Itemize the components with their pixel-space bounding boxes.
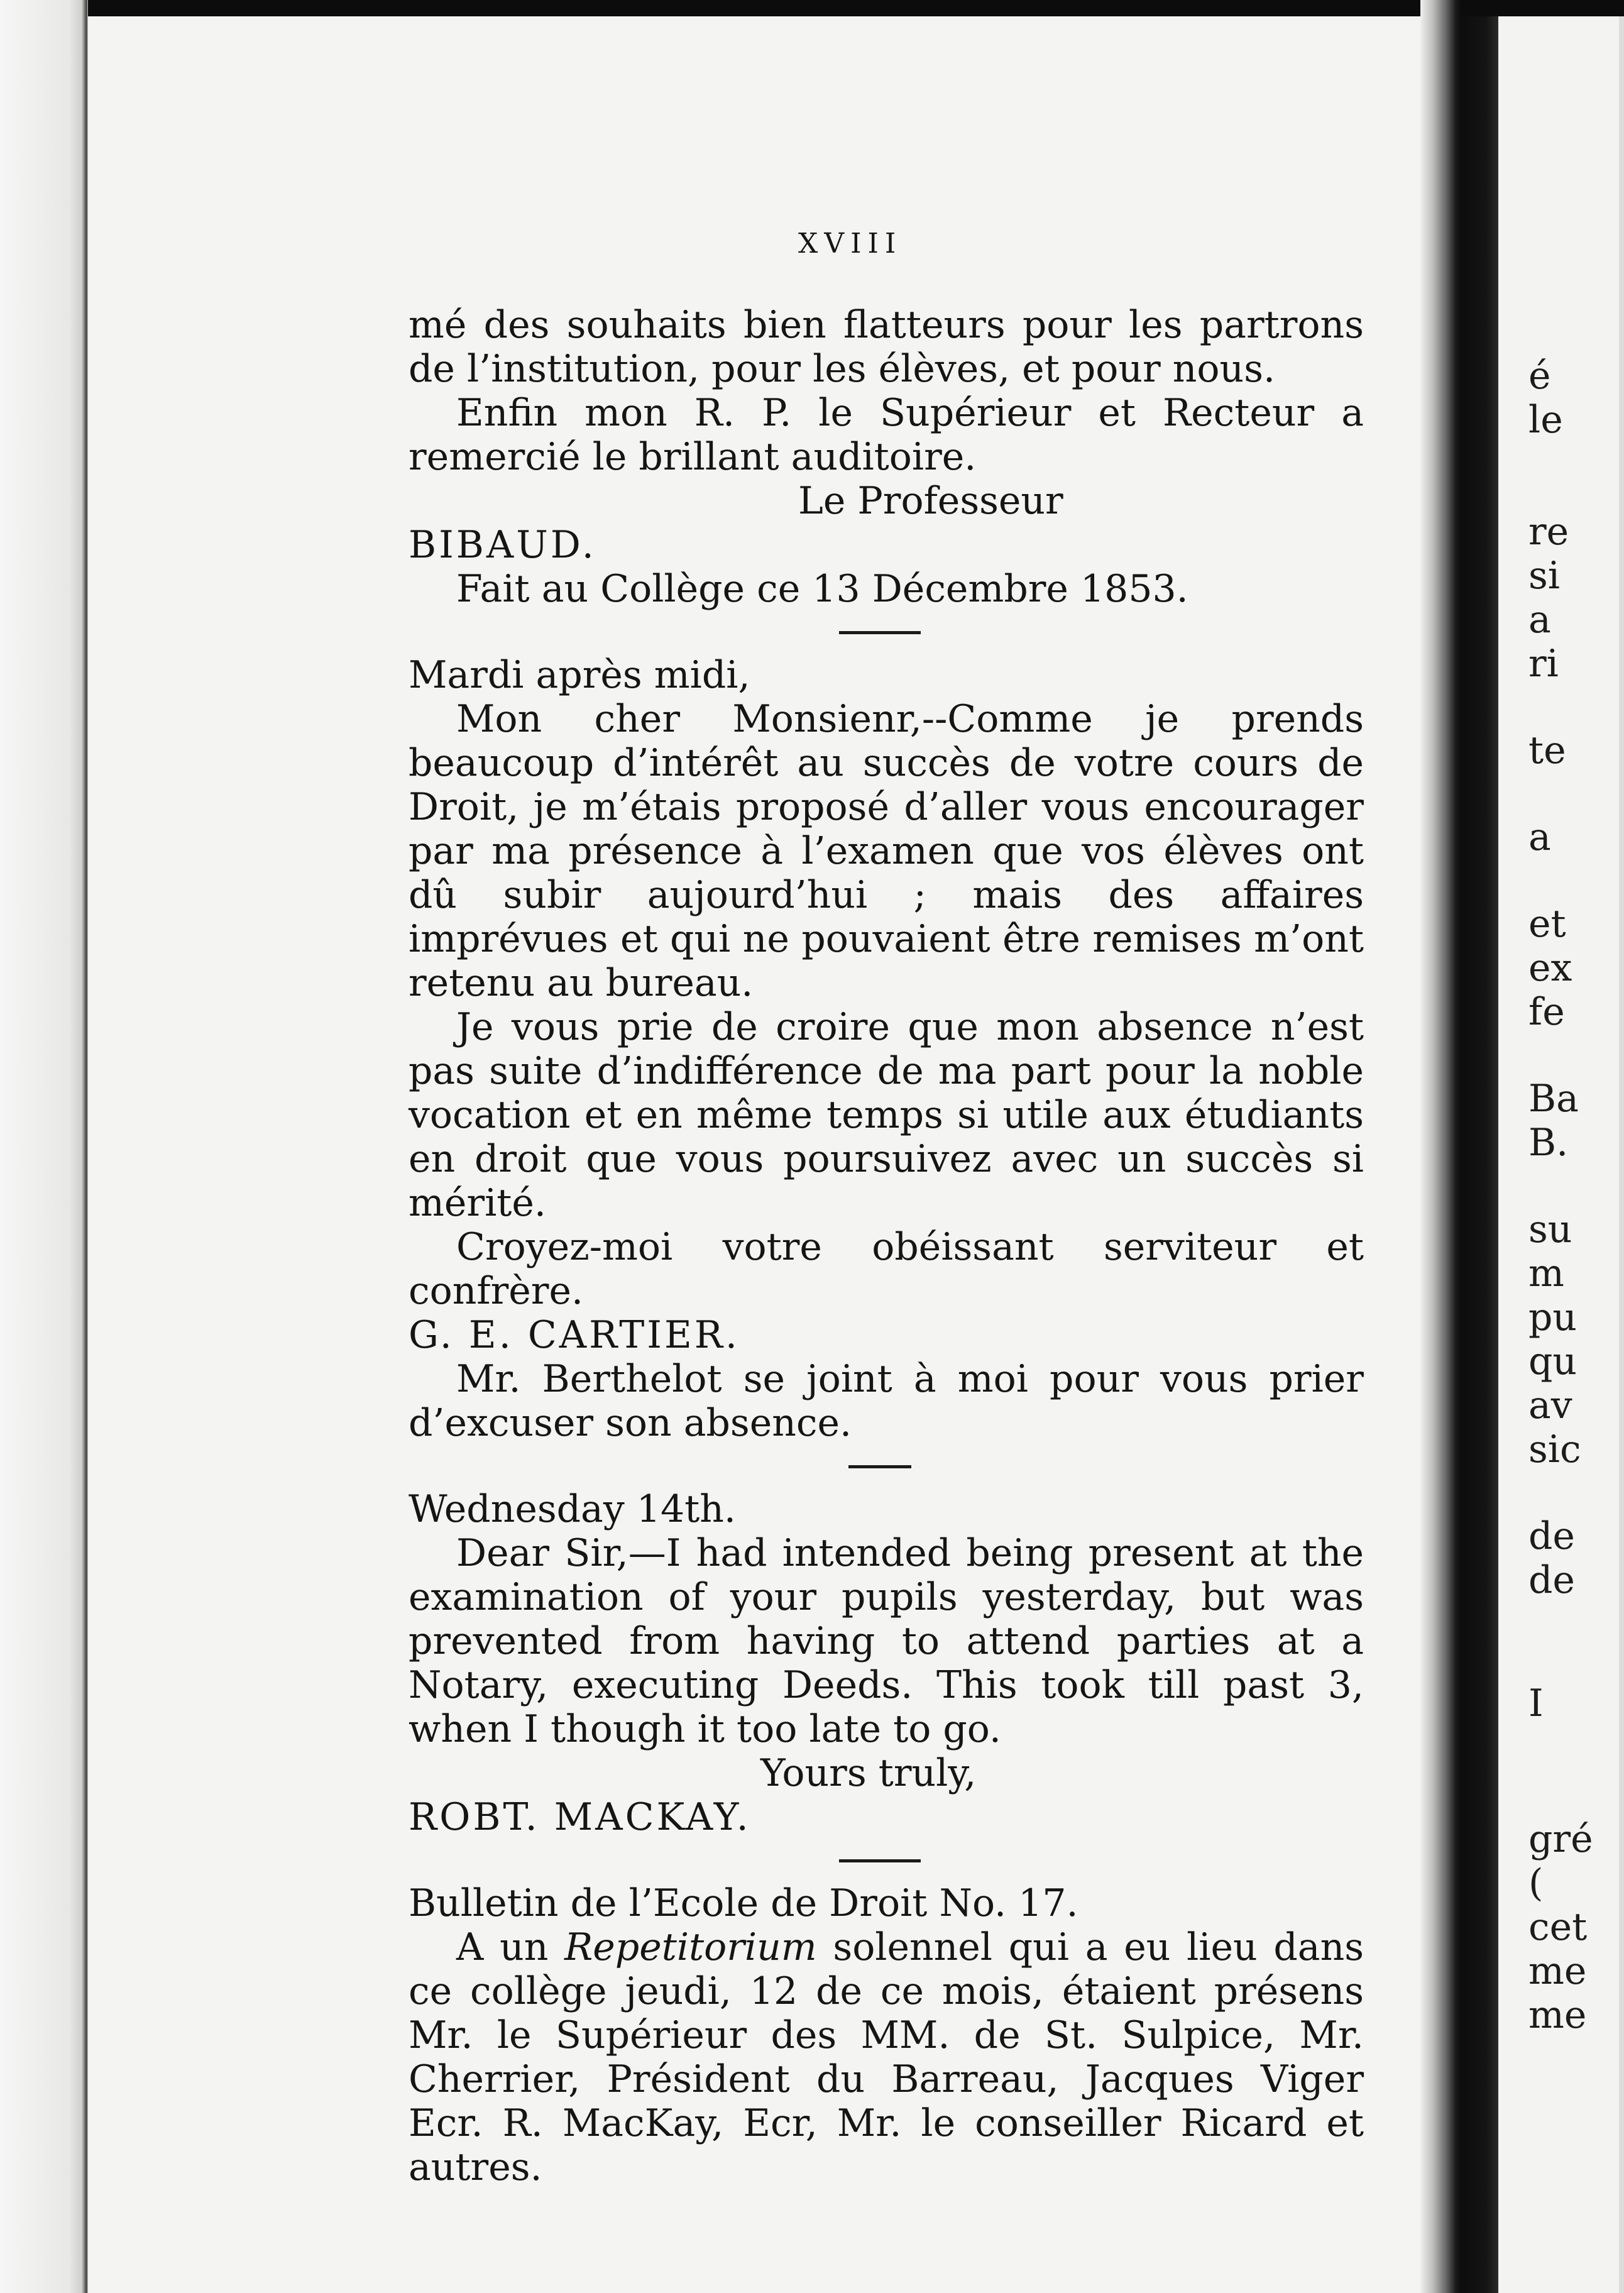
facing-fragment: cet: [1528, 1905, 1588, 1949]
facing-fragment: é: [1528, 354, 1551, 398]
signature-cartier: G. E. CARTIER.: [409, 1313, 740, 1357]
page-text: [409, 303, 1364, 2189]
mackay-heading: Wednesday 14th.: [409, 1487, 736, 1531]
cartier-heading: Mardi après midi,: [409, 653, 750, 697]
facing-fragment: te: [1528, 729, 1566, 773]
bulletin-text: [409, 1925, 1364, 2189]
section-rule: [839, 1859, 921, 1862]
intro-thanks: Enfin mon R. P. le Supérieur et Recteur a remercié le brillant auditoire.: [409, 391, 1364, 479]
facing-page-cut: [1619, 16, 1624, 2293]
scan-left-margin: [0, 0, 88, 2293]
facing-fragment: qu: [1528, 1339, 1577, 1383]
cartier-postscript: Mr. Berthelot se joint à moi pour vous prier d’excuser son absence.: [409, 1357, 1364, 1445]
book-gutter: [1461, 16, 1498, 2293]
bulletin-heading: Bulletin de l’Ecole de Droit No. 17.: [409, 1881, 1078, 1925]
section-rule: [839, 631, 921, 634]
facing-fragment: me: [1528, 1993, 1587, 2037]
page-folio: XVIII: [798, 228, 903, 260]
facing-fragment: re: [1528, 510, 1569, 554]
bulletin-text-rest: solennel qui a eu lieu dans ce collège jeudi, 12 de ce mois, étaient présens Mr. le Supérieur des MM. de St. Sulpice, Mr. Cherrier, Président du Barreau, Jacques Viger Ecr. R. MacKay, Ecr, Mr. le conseiller Ricard et autres.: [409, 1925, 1364, 2189]
facing-fragment: (: [1528, 1861, 1544, 1905]
facing-fragment: su: [1528, 1207, 1572, 1251]
facing-fragment: sic: [1528, 1427, 1581, 1471]
bulletin-term-repetitorium: Repetitorium: [564, 1925, 817, 1969]
signature-bibaud: BIBAUD.: [409, 523, 596, 567]
mackay-closing: Yours truly,: [760, 1751, 977, 1795]
facing-fragment: de: [1528, 1558, 1575, 1602]
bulletin-text-lead: A un: [456, 1925, 565, 1969]
facing-fragment: me: [1528, 1949, 1587, 1993]
signature-mackay: ROBT. MACKAY.: [409, 1795, 751, 1839]
cartier-paragraph-1: Mon cher Monsienr,--Comme je prends beaucoup d’intérêt au succès de votre cours de Droit, je m’étais proposé d’aller vous encourager par ma présence à l’examen que vos élèves ont dû subir aujourd’hui ; mais des affaires imprévues et qui ne pouvaient être remises m’ont retenu au bureau.: [409, 697, 1364, 1005]
cartier-paragraph-3: Croyez-moi votre obéissant serviteur et confrère.: [409, 1225, 1364, 1313]
facing-fragment: av: [1528, 1383, 1572, 1427]
facing-fragment: gré: [1528, 1817, 1593, 1861]
intro-continuation: mé des souhaits bien flatteurs pour les partrons de l’institution, pour les élèves, et pour nous.: [409, 303, 1364, 391]
dateline: Fait au Collège ce 13 Décembre 1853.: [456, 567, 1188, 611]
page-right-edge: [1420, 0, 1461, 2293]
facing-fragment: de: [1528, 1514, 1575, 1558]
cartier-paragraph-2: Je vous prie de croire que mon absence n’est pas suite d’indifférence de ma part pour la noble vocation et en même temps si utile aux étudiants en droit que vous poursuivez avec un succès si mérité.: [409, 1005, 1364, 1225]
facing-fragment: fe: [1528, 990, 1565, 1034]
mackay-body: Dear Sir,—I had intended being present at the examination of your pupils yesterday, but was prevented from having to attend parties at a Notary, executing Deeds. This took till past 3, when I though it too late to go.: [409, 1531, 1364, 1751]
facing-fragment: ri: [1528, 642, 1559, 686]
facing-fragment: ex: [1528, 946, 1572, 990]
facing-fragment: et: [1528, 902, 1566, 946]
section-rule: [848, 1465, 911, 1468]
facing-fragment: a: [1528, 598, 1551, 642]
facing-fragment: B.: [1528, 1121, 1569, 1165]
facing-fragment: pu: [1528, 1295, 1577, 1339]
facing-fragment: m: [1528, 1251, 1564, 1295]
facing-page: [1498, 16, 1624, 2293]
facing-fragment: le: [1528, 398, 1563, 442]
facing-fragment: a: [1528, 815, 1551, 859]
professor-title: Le Professeur: [798, 479, 1063, 523]
facing-fragment: si: [1528, 554, 1560, 598]
facing-fragment: I: [1528, 1681, 1544, 1725]
facing-fragment: Ba: [1528, 1077, 1579, 1121]
scan-top-border: [0, 0, 1624, 16]
